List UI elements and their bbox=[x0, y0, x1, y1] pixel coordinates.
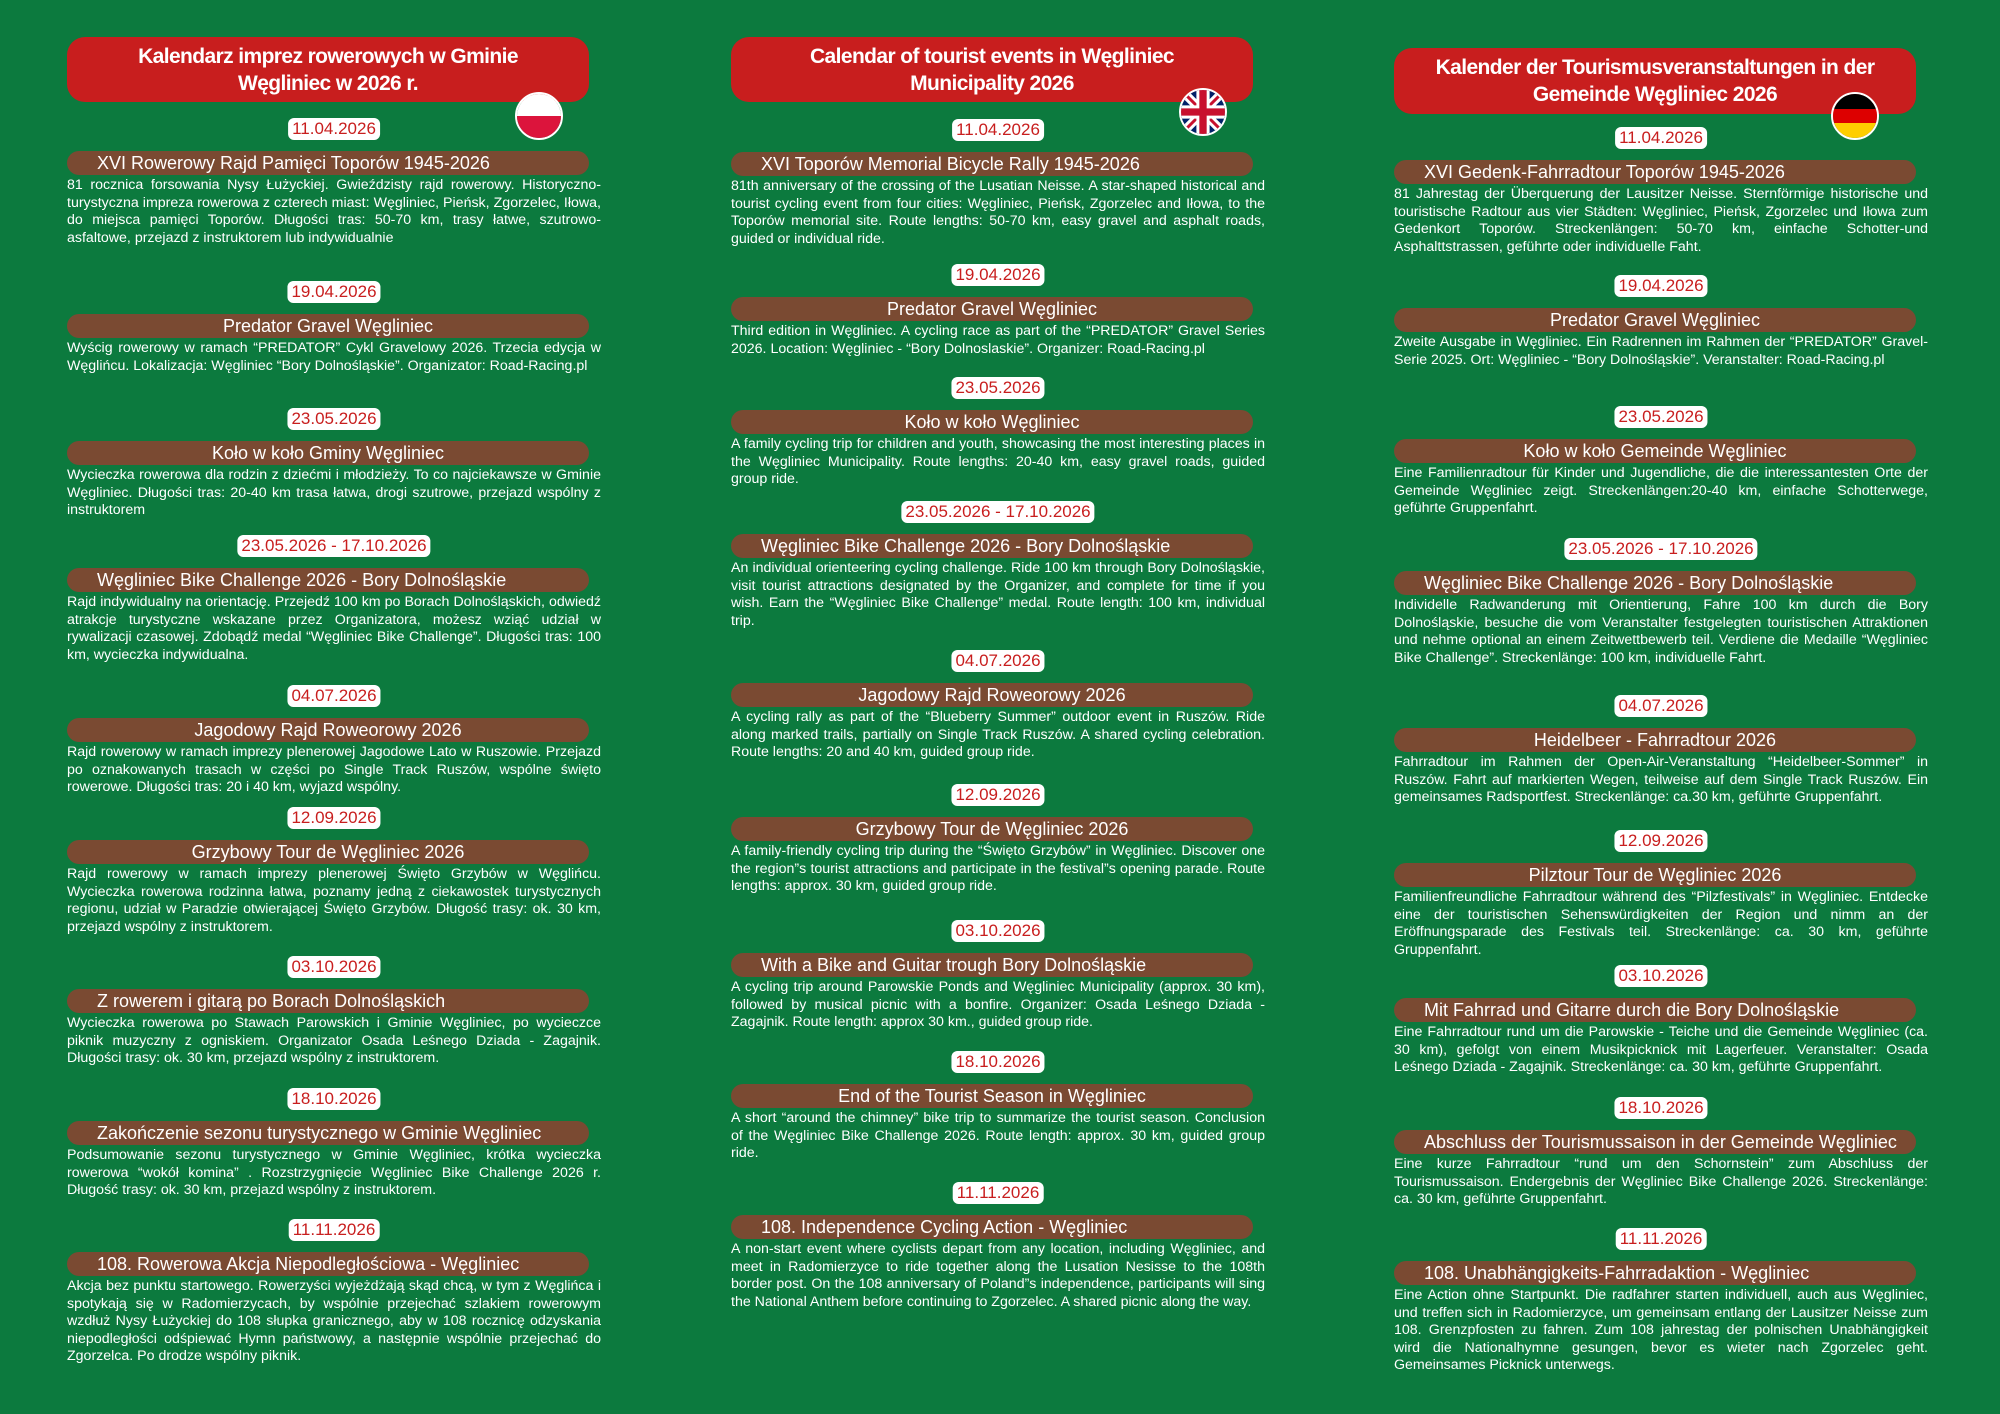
event-title: Węgliniec Bike Challenge 2026 - Bory Dolnośląskie bbox=[1394, 571, 1916, 595]
germany-flag-icon bbox=[1831, 92, 1879, 140]
event-title: Węgliniec Bike Challenge 2026 - Bory Dolnośląskie bbox=[67, 568, 589, 592]
event-title: XVI Gedenk-Fahrradtour Toporów 1945-2026 bbox=[1394, 160, 1916, 184]
event-description: Eine Fahrradtour rund um die Parowskie - Teiche und die Gemeinde Węgliniec (ca. 30 km), gefolgt von einem Musikpicknick mit Lagerfeuer. Veranstalter: Osada Leśnego Dziada - Zagajnik. Streckenlänge: ca. 30 km, geführte Gruppenfahrt. bbox=[1394, 1024, 1928, 1076]
event-title: Abschluss der Tourismussaison in der Gemeinde Węgliniec bbox=[1394, 1130, 1916, 1154]
event-description: 81th anniversary of the crossing of the Lusatian Neisse. A star-shaped historical and tourist cycling event from four cities: Węgliniec, Pieńsk, Zgorzelec and Iłowa, to the Toporów memorial site. Route lengths: 50-70 km, easy gravel and asphalt roads, guided or individual ride. bbox=[731, 178, 1265, 247]
event-title: Koło w koło Gminy Węgliniec bbox=[67, 441, 589, 465]
event-description: An individual orienteering cycling challenge. Ride 100 km through Bory Dolnośląskie, visit tourist attractions designated by the Organizer, and complete for time if you wish. Earn the “Węgliniec Bike Challenge” medal. Route length: 100 km, individual trip. bbox=[731, 560, 1265, 629]
event-description: Akcja bez punktu startowego. Rowerzyści wyjeżdżają skąd chcą, w tym z Węglińca i spotykają się w Radomierzycach, by wspólnie przejechać szlakiem rowerowym wzdłuż Nysy Łużyckiej do 108 słupka granicznego, aby w 108 rocznicę odzyskania niepodległości odśpiewać Hymn państwowy, a następnie wspólnie przejechać do Zgorzelca. Po drodze wspólny piknik. bbox=[67, 1278, 601, 1365]
event-date: 19.04.2026 bbox=[1614, 275, 1707, 297]
event-title: Pilztour Tour de Węgliniec 2026 bbox=[1394, 863, 1916, 887]
event-date: 23.05.2026 - 17.10.2026 bbox=[1564, 538, 1757, 560]
event-description: Eine Familienradtour für Kinder und Jugendliche, die die interessantesten Orte der Gemeinde Węgliniec zeigt. Streckenlängen:20-40 km, einfache Schotterwege, geführte Gruppenfahrt. bbox=[1394, 465, 1928, 517]
event-date: 23.05.2026 - 17.10.2026 bbox=[901, 501, 1094, 523]
event-date: 23.05.2026 bbox=[951, 377, 1044, 399]
event-title: Zakończenie sezonu turystycznego w Gminie Węgliniec bbox=[67, 1121, 589, 1145]
event-title: XVI Toporów Memorial Bicycle Rally 1945-2026 bbox=[731, 152, 1253, 176]
event-date: 11.04.2026 bbox=[952, 119, 1044, 141]
event-description: A family-friendly cycling trip during the “Święto Grzybów” in Węgliniec. Discover one the region”s tourist attractions and participate in the festival”s opening parade. Route lengths: approx. 30 km, guided group ride. bbox=[731, 843, 1265, 895]
event-title: End of the Tourist Season in Węgliniec bbox=[731, 1084, 1253, 1108]
event-date: 03.10.2026 bbox=[1614, 965, 1707, 987]
event-description: Third edition in Węgliniec. A cycling race as part of the “PREDATOR” Gravel Series 2026. Location: Węgliniec - “Bory Dolnoslaskie”. Organizer: Road-Racing.pl bbox=[731, 323, 1265, 357]
event-description: Fahrradtour im Rahmen der Open-Air-Veranstaltung “Heidelbeer-Sommer” in Ruszów. Fahrt auf markierten Wegen, teilweise auf dem Single Track Ruszów. Ein gemeinsames Radsportfest. Streckenlänge: ca.30 km, geführte Gruppenfahrt. bbox=[1394, 754, 1928, 806]
event-date: 04.07.2026 bbox=[951, 650, 1044, 672]
event-date: 11.11.2026 bbox=[1616, 1228, 1707, 1250]
event-description: Wycieczka rowerowa dla rodzin z dziećmi i młodzieży. To co najciekawsze w Gminie Węgliniec. Długości tras: 20-40 km trasa łatwa, drogi szutrowe, przejazd wspólny z instruktorem bbox=[67, 467, 601, 519]
event-description: Rajd indywidualny na orientację. Przejedź 100 km po Borach Dolnośląskich, odwiedź atrakcje turystyczne wskazane przez Organizatora, możesz wziąć udział w rywalizacji czasowej. Zdobądź medal “Węgliniec Bike Challenge”. Długości tras: 100 km, wycieczka indywidualna. bbox=[67, 594, 601, 663]
event-date: 18.10.2026 bbox=[287, 1088, 380, 1110]
event-description: Rajd rowerowy w ramach imprezy plenerowej Święto Grzybów w Węglińcu. Wycieczka rowerowa rodzinna łatwa, poznamy jedną z ciekawostek turystycznych regionu, udział w Paradzie otwierającej Święto Grzybów. Długość trasy: ok. 30 km, przejazd wspólny z instruktorem. bbox=[67, 866, 601, 935]
event-description: Zweite Ausgabe in Węgliniec. Ein Radrennen im Rahmen der “PREDATOR” Gravel-Serie 2025. Ort: Węgliniec - “Bory Dolnośląskie”. Veranstalter: Road-Racing.pl bbox=[1394, 334, 1928, 368]
event-title: 108. Unabhängigkeits-Fahrradaktion - Węgliniec bbox=[1394, 1261, 1916, 1285]
event-date: 11.11.2026 bbox=[289, 1219, 380, 1241]
event-date: 23.05.2026 - 17.10.2026 bbox=[237, 535, 430, 557]
event-description: Familienfreundliche Fahrradtour während des “Pilzfestivals” in Węgliniec. Entdecke eine der touristischen Sehenswürdigkeiten der Region und nimm an der Eröffnungsparade des Festivals teil. Streckenlänge: ca. 30 km, geführte Gruppenfahrt. bbox=[1394, 889, 1928, 958]
event-date: 12.09.2026 bbox=[287, 807, 380, 829]
event-title: 108. Rowerowa Akcja Niepodległościowa - Węgliniec bbox=[67, 1252, 589, 1276]
english-header: Calendar of tourist events in Węgliniec Municipality 2026 bbox=[731, 37, 1253, 102]
event-title: Mit Fahrrad und Gitarre durch die Bory Dolnośląskie bbox=[1394, 998, 1916, 1022]
event-description: Eine kurze Fahrradtour “rund um den Schornstein” zum Abschluss der Tourismussaison. Endergebnis der Węgliniec Bike Challenge 2026. Streckenlänge: ca. 30 km, geführte Gruppenfahrt. bbox=[1394, 1156, 1928, 1208]
event-description: A cycling rally as part of the “Blueberry Summer” outdoor event in Ruszów. Ride along marked trails, partially on Single Track Ruszów. A shared cycling celebration. Route lengths: 20 and 40 km, guided group ride. bbox=[731, 709, 1265, 761]
event-title: Koło w koło Węgliniec bbox=[731, 410, 1253, 434]
event-date: 18.10.2026 bbox=[1614, 1097, 1707, 1119]
event-description: Rajd rowerowy w ramach imprezy plenerowej Jagodowe Lato w Ruszowie. Przejazd po oznakowanych trasach w części po Single Track Ruszów, wspólne święto rowerowe. Długości tras: 20 i 40 km, wyjazd wspólny. bbox=[67, 744, 601, 796]
event-date: 03.10.2026 bbox=[951, 920, 1044, 942]
event-date: 11.04.2026 bbox=[1615, 127, 1707, 149]
event-description: A family cycling trip for children and youth, showcasing the most interesting places in the Węgliniec Municipality. Route lengths: 20-40 km, easy gravel roads, guided group ride. bbox=[731, 436, 1265, 488]
event-description: Wycieczka rowerowa po Stawach Parowskich i Gminie Węgliniec, po wycieczce piknik muzyczny z ogniskiem. Organizator Osada Leśnego Dziada - Zagajnik. Długości trasy: ok. 30 km, przejazd wspólny z instruktorem. bbox=[67, 1015, 601, 1067]
german-header: Kalender der Tourismusveranstaltungen in der Gemeinde Węgliniec 2026 bbox=[1394, 48, 1916, 114]
event-title: With a Bike and Guitar trough Bory Dolnośląskie bbox=[731, 953, 1253, 977]
event-description: Eine Action ohne Startpunkt. Die radfahrer starten individuell, auch aus Węgliniec, und treffen sich in Radomierzyce, um gemeinsam entlang der Lausitzer Neisse zum 108. Grenzpfosten zu fahren. Zum 108 jahrestag der polnischen Unabhängigkeit wird die Nationalhymne gesungen, bevor es wieter nach Zgorzelec geht. Gemeinsames Picknick unterwegs. bbox=[1394, 1287, 1928, 1374]
event-date: 23.05.2026 bbox=[1614, 406, 1707, 428]
uk-flag-icon bbox=[1179, 88, 1227, 136]
event-date: 04.07.2026 bbox=[1614, 695, 1707, 717]
event-title: 108. Independence Cycling Action - Węgliniec bbox=[731, 1215, 1253, 1239]
event-date: 11.11.2026 bbox=[953, 1182, 1044, 1204]
event-description: Podsumowanie sezonu turystycznego w Gminie Węgliniec, krótka wycieczka rowerowa “wokół komina” . Rozstrzygnięcie Węgliniec Bike Challenge 2026 r. Długość trasy: ok. 30 km, przejazd wspólny z instruktorem. bbox=[67, 1147, 601, 1199]
event-title: Z rowerem i gitarą po Borach Dolnośląskich bbox=[67, 989, 589, 1013]
event-title: Koło w koło Gemeinde Węgliniec bbox=[1394, 439, 1916, 463]
event-date: 11.04.2026 bbox=[288, 118, 380, 140]
event-title: Predator Gravel Węgliniec bbox=[1394, 308, 1916, 332]
event-description: Individelle Radwanderung mit Orientierung, Fahre 100 km durch die Bory Dolnośląskie, besuche die vom Veranstalter festgelegten touristischen Attraktionen und nehme optional an einem Zeitwettbewerb teil. Verdiene die Medaille “Węgliniec Bike Challenge”. Streckenlänge: 100 km, individuelle Fahrt. bbox=[1394, 597, 1928, 666]
event-title: Predator Gravel Węgliniec bbox=[67, 314, 589, 338]
event-date: 12.09.2026 bbox=[1614, 830, 1707, 852]
event-date: 19.04.2026 bbox=[287, 281, 380, 303]
event-date: 23.05.2026 bbox=[287, 408, 380, 430]
event-date: 12.09.2026 bbox=[951, 784, 1044, 806]
event-date: 19.04.2026 bbox=[951, 264, 1044, 286]
event-title: Jagodowy Rajd Roweorowy 2026 bbox=[731, 683, 1253, 707]
event-description: A short “around the chimney” bike trip to summarize the tourist season. Conclusion of the Węgliniec Bike Challenge 2026. Route length: approx. 30 km, guided group ride. bbox=[731, 1110, 1265, 1162]
event-date: 04.07.2026 bbox=[287, 685, 380, 707]
event-date: 03.10.2026 bbox=[287, 956, 380, 978]
event-description: A cycling trip around Parowskie Ponds and Węgliniec Municipality (approx. 30 km), followed by musical picnic with a bonfire. Organizer: Osada Leśnego Dziada - Zagajnik. Route length: approx 30 km., guided group ride. bbox=[731, 979, 1265, 1031]
event-title: Jagodowy Rajd Roweorowy 2026 bbox=[67, 718, 589, 742]
event-description: 81 rocznica forsowania Nysy Łużyckiej. Gwieździsty rajd rowerowy. Historyczno-turystyczna impreza rowerowa z czterech miast: Węgliniec, Pieńsk, Zgorzelec, Iłowa, do miejsca pamięci Toporów. Długości tras: 50-70 km, trasy łatwe, szutrowo-asfaltowe, przejazd z instruktorem lub indywidualnie bbox=[67, 177, 601, 246]
poland-flag-icon bbox=[515, 92, 563, 140]
event-title: Grzybowy Tour de Węgliniec 2026 bbox=[731, 817, 1253, 841]
event-description: A non-start event where cyclists depart from any location, including Węgliniec, and meet in Radomierzyce to ride together along the Lusation Nesisse to the 108th border post. On the 108 anniversary of Poland”s independence, participants will sing the National Anthem before continuing to Zgorzelec. A shared picnic along the way. bbox=[731, 1241, 1265, 1310]
event-title: Grzybowy Tour de Węgliniec 2026 bbox=[67, 840, 589, 864]
event-date: 18.10.2026 bbox=[951, 1051, 1044, 1073]
event-title: Heidelbeer - Fahrradtour 2026 bbox=[1394, 728, 1916, 752]
polish-header: Kalendarz imprez rowerowych w Gminie Węgliniec w 2026 r. bbox=[67, 37, 589, 102]
event-description: 81 Jahrestag der Überquerung der Lausitzer Neisse. Sternförmige historische und touristische Radtour aus vier Städten: Węgliniec, Pieńsk, Zgorzelec und Iłowa zum Gedenkort Toporów. Streckenlängen: 50-70 km, einfache Schotter-und Asphalttstrassen, geführte oder individuelle Faht. bbox=[1394, 186, 1928, 255]
event-title: Predator Gravel Węgliniec bbox=[731, 297, 1253, 321]
event-title: XVI Rowerowy Rajd Pamięci Toporów 1945-2026 bbox=[67, 151, 589, 175]
event-title: Węgliniec Bike Challenge 2026 - Bory Dolnośląskie bbox=[731, 534, 1253, 558]
event-description: Wyścig rowerowy w ramach “PREDATOR” Cykl Gravelowy 2026. Trzecia edycja w Węglińcu. Lokalizacja: Węgliniec “Bory Dolnośląskie”. Organizator: Road-Racing.pl bbox=[67, 340, 601, 374]
